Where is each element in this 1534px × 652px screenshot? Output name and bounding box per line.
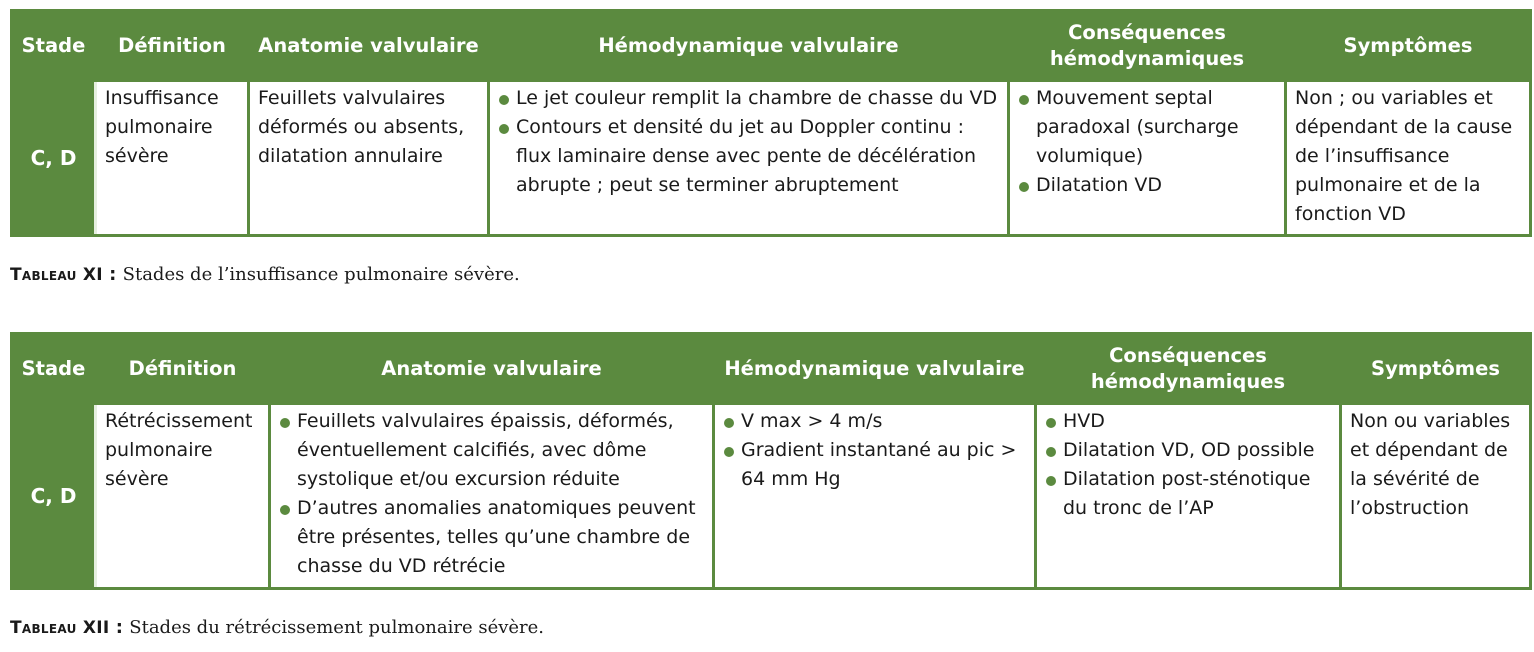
list-item: Dilatation VD, OD possible (1045, 436, 1331, 465)
cell-anatomie (270, 404, 714, 589)
header-anatomie: Anatomie valvulaire (249, 11, 489, 81)
table-row (12, 404, 1531, 589)
cell-consequences (1036, 404, 1341, 589)
caption-table-xii (10, 617, 544, 638)
list-item: Dilatation VD (1018, 171, 1276, 200)
list-item: Gradient instantané au pic > 64 mm Hg (723, 436, 1026, 494)
table-row (12, 81, 1531, 236)
cell-stade: C, D (12, 81, 96, 236)
header-symptomes: Symptômes (1286, 11, 1531, 81)
header-hemodynamique: Hémodynamique valvulaire (489, 11, 1009, 81)
list-item: D’autres anomalies anatomiques peuvent être présentes, telles qu’une chambre de chasse du VD rétrécie (279, 494, 704, 581)
list-item: Dilatation post-sténotique du tronc de l’AP (1045, 465, 1331, 523)
header-consequences: Conséquences hémodynamiques (1036, 334, 1341, 404)
list-item: Feuillets valvulaires épaissis, déformés, éventuellement calcifiés, avec dôme systolique et/ou excursion réduite (279, 407, 704, 494)
cell-symptomes: Non ou variables et dépendant de la sévérité de l’obstruction (1341, 404, 1531, 589)
header-symptomes: Symptômes (1341, 334, 1531, 404)
cell-hemodynamique (714, 404, 1036, 589)
caption-colon: : (102, 264, 123, 285)
cell-symptomes: Non ; ou variables et dépendant de la cause de l’insuffisance pulmonaire et de la fonction VD (1286, 81, 1531, 236)
caption-text: Stades de l’insuffisance pulmonaire sévère. (122, 264, 520, 285)
caption-label: Tableau XI (10, 265, 103, 285)
header-hemodynamique: Hémodynamique valvulaire (714, 334, 1036, 404)
caption-colon: : (109, 617, 130, 638)
header-consequences: Conséquences hémodynamiques (1009, 11, 1286, 81)
caption-table-xi (10, 264, 520, 285)
table-xii (10, 332, 1532, 590)
caption-text: Stades du rétrécissement pulmonaire sévère. (129, 617, 545, 638)
list-item: Le jet couleur remplit la chambre de chasse du VD (498, 84, 999, 113)
header-stade: Stade (12, 11, 96, 81)
table-xi (10, 9, 1532, 237)
caption-label: Tableau XII (10, 618, 110, 638)
list-item: HVD (1045, 407, 1331, 436)
cell-consequences (1009, 81, 1286, 236)
cell-hemodynamique (489, 81, 1009, 236)
list-item: Contours et densité du jet au Doppler continu : flux laminaire dense avec pente de décélération abrupte ; peut se terminer abruptement (498, 113, 999, 200)
cell-stade: C, D (12, 404, 96, 589)
header-anatomie: Anatomie valvulaire (270, 334, 714, 404)
header-definition: Définition (96, 11, 249, 81)
header-row (12, 11, 1531, 81)
cell-definition: Rétrécissement pulmonaire sévère (96, 404, 270, 589)
cell-anatomie: Feuillets valvulaires déformés ou absents, dilatation annulaire (249, 81, 489, 236)
cell-definition: Insuffisance pulmonaire sévère (96, 81, 249, 236)
header-row (12, 334, 1531, 404)
header-definition: Définition (96, 334, 270, 404)
header-stade: Stade (12, 334, 96, 404)
list-item: Mouvement septal paradoxal (surcharge volumique) (1018, 84, 1276, 171)
list-item: V max > 4 m/s (723, 407, 1026, 436)
